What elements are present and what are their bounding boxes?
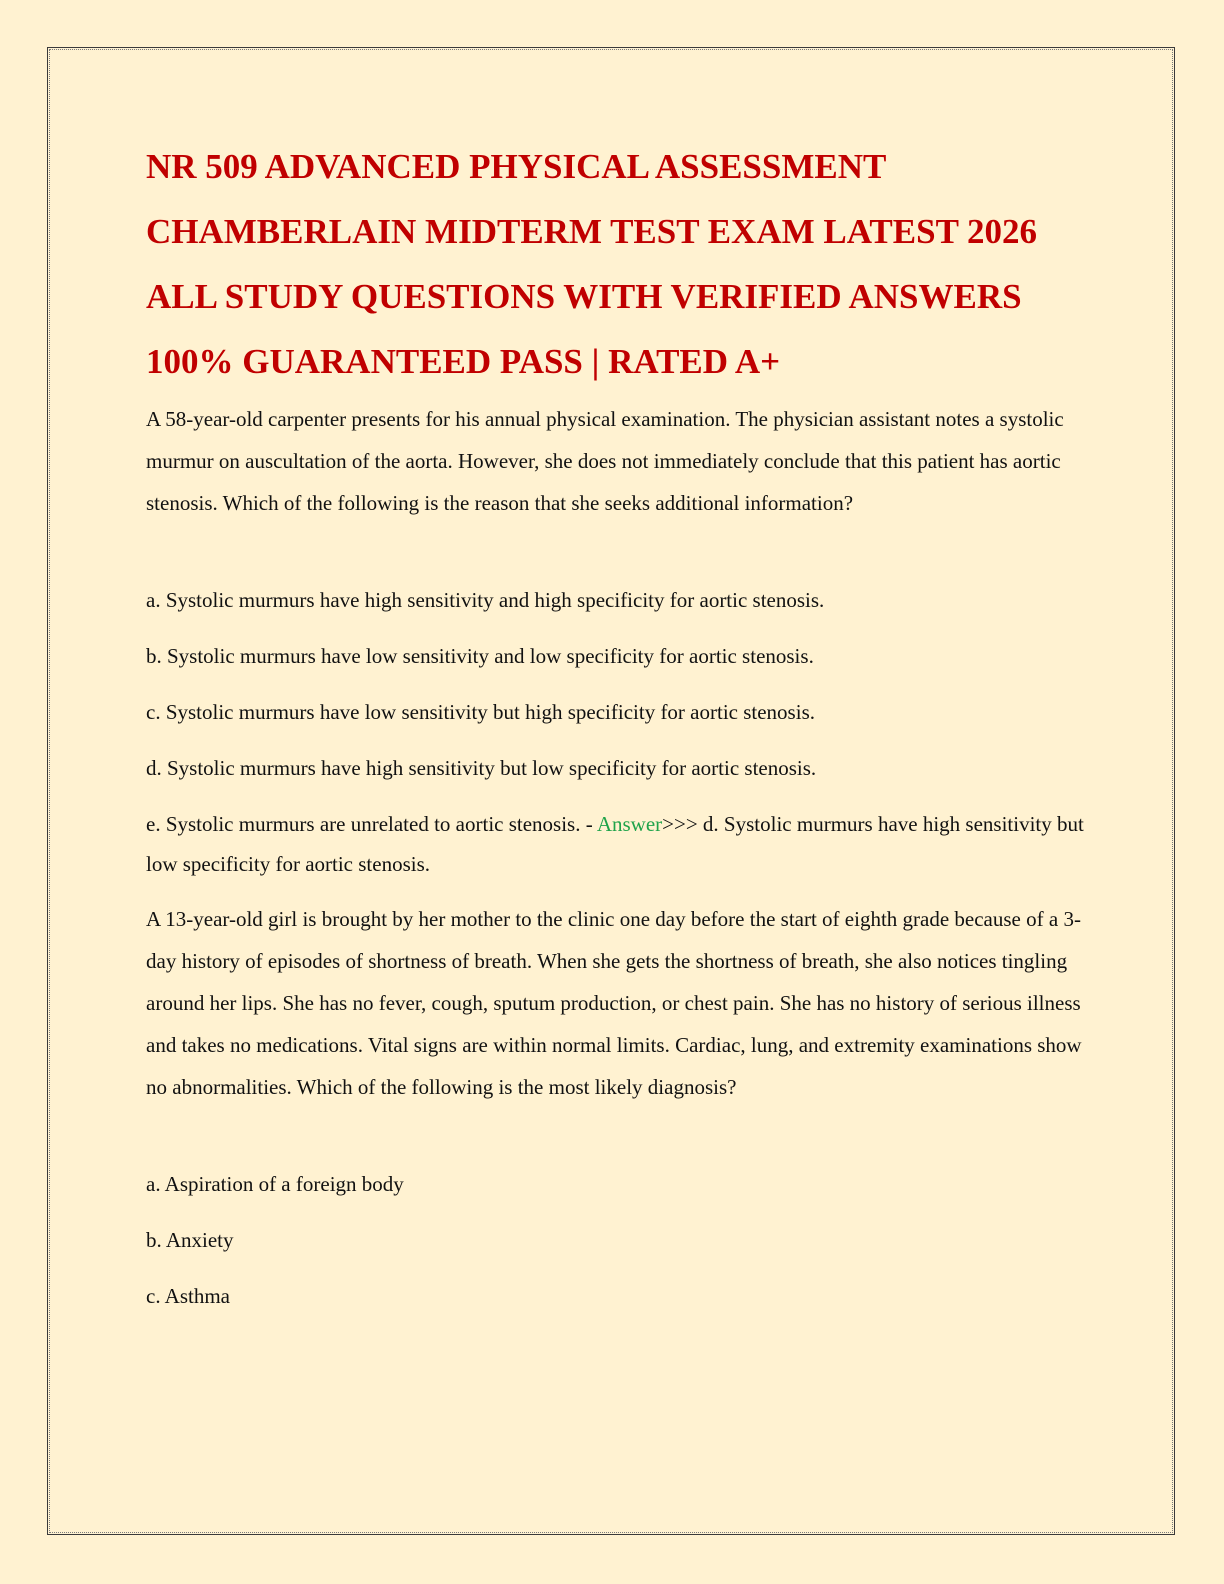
spacer: [146, 524, 1086, 580]
spacer: [146, 676, 1086, 692]
question-1-option-b: b. Systolic murmurs have low sensitivity and low specificity for aortic stenosis.: [146, 644, 814, 668]
spacer: [146, 1204, 1086, 1220]
question-1-option-a: a. Systolic murmurs have high sensitivity and high specificity for aortic stenosis.: [146, 588, 825, 612]
spacer: [146, 788, 1086, 804]
document-title: [146, 134, 1086, 394]
answer-text: >>> d. Systolic murmurs have high sensitivity but low specificity for aortic stenosis.: [146, 812, 1084, 876]
document-content: [146, 134, 1086, 1316]
question-2-option-a: a. Aspiration of a foreign body: [146, 1172, 404, 1196]
question-1-option-c: c. Systolic murmurs have low sensitivity but high specificity for aortic stenosis.: [146, 700, 815, 724]
spacer: [146, 1260, 1086, 1276]
title-line: CHAMBERLAIN MIDTERM TEST EXAM LATEST 2026: [146, 212, 1038, 251]
answer-label: Answer: [596, 812, 663, 836]
question-2-option-c: c. Asthma: [146, 1284, 230, 1308]
question-2-stem: A 13-year-old girl is brought by her mother to the clinic one day before the start of eighth grade because of a 3-day history of episodes of shortness of breath. When she gets the shortness of breath, she also notices tingling around her lips. She has no fever, cough, sputum production, or chest pain. She has no history of serious illness and takes no medications. Vital signs are within normal limits. Cardiac, lung, and extremity examinations show no abnormalities. Which of the following is the most likely diagnosis?: [146, 907, 1082, 1099]
title-line: 100% GUARANTEED PASS | RATED A+: [146, 342, 781, 381]
question-1-option-e: e. Systolic murmurs are unrelated to aortic stenosis. -: [146, 812, 597, 836]
title-line: NR 509 ADVANCED PHYSICAL ASSESSMENT: [146, 147, 887, 186]
question-2-option-b: b. Anxiety: [146, 1228, 234, 1252]
question-1-option-d: d. Systolic murmurs have high sensitivity but low specificity for aortic stenosis.: [146, 756, 817, 780]
spacer: [146, 732, 1086, 748]
spacer: [146, 1108, 1086, 1164]
title-line: ALL STUDY QUESTIONS WITH VERIFIED ANSWERS: [146, 277, 1022, 316]
question-1-stem: A 58-year-old carpenter presents for his annual physical examination. The physician assistant notes a systolic murmur on auscultation of the aorta. However, she does not immediately conclude that this patient has aortic stenosis. Which of the following is the reason that she seeks additional information?: [146, 407, 1064, 515]
spacer: [146, 620, 1086, 636]
question-1-option-e-with-answer: [146, 804, 1086, 884]
